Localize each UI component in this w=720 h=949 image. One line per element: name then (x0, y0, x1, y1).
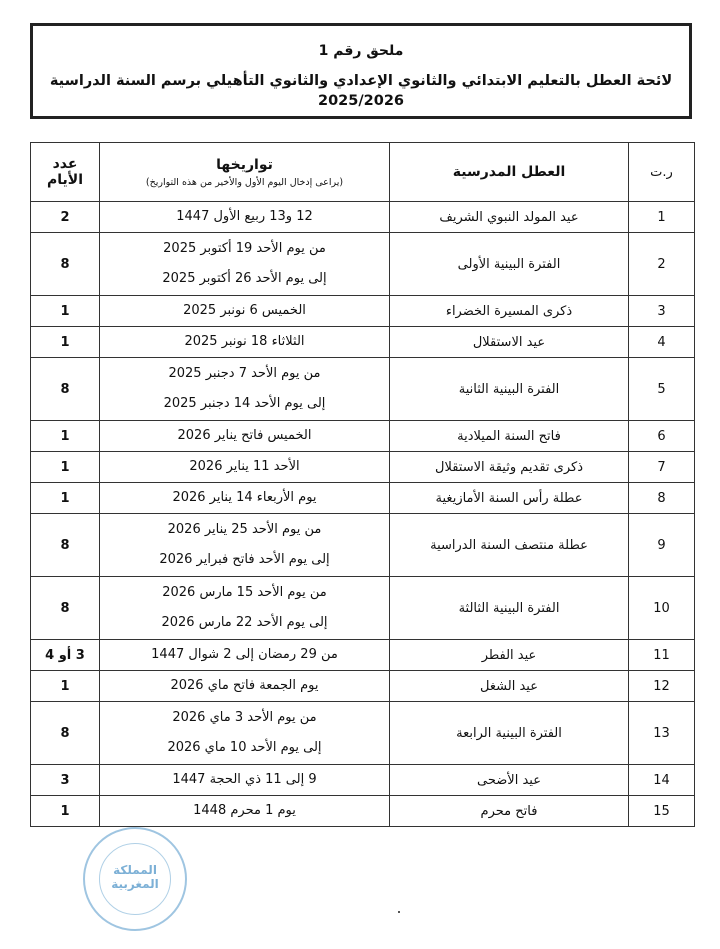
holiday-dates (100, 765, 390, 796)
holiday-dates (100, 233, 390, 296)
holiday-dates (100, 296, 390, 327)
days-count: 8 (31, 702, 100, 765)
days-count: 3 (31, 765, 100, 796)
date-line: الخميس 6 نونبر 2025 (183, 303, 306, 318)
days-count: 1 (31, 296, 100, 327)
annex-label: ملحق رقم 1 (318, 43, 404, 59)
row-number: 13 (629, 702, 695, 765)
col-header-dates-note: (يراعى إدخال اليوم الأول والأخير من هذه التواريخ) (145, 176, 344, 188)
table-row (31, 452, 695, 483)
date-line: 12 و13 ربيع الأول 1447 (176, 209, 313, 224)
table-row (31, 233, 695, 296)
holiday-name: عيد الفطر (390, 640, 629, 671)
days-count: 1 (31, 452, 100, 483)
official-stamp (83, 827, 187, 931)
holiday-dates (100, 577, 390, 640)
stamp-line-1: المملكة (113, 863, 157, 877)
date-line: من يوم الأحد 25 يناير 2026 (167, 522, 322, 537)
row-number: 8 (629, 483, 695, 514)
holiday-dates (100, 640, 390, 671)
holiday-name: فاتح محرم (390, 796, 629, 827)
table-row (31, 702, 695, 765)
holiday-dates (100, 421, 390, 452)
date-line: من يوم الأحد 3 ماي 2026 (172, 710, 317, 725)
holiday-name: فاتح السنة الميلادية (390, 421, 629, 452)
days-count: 2 (31, 202, 100, 233)
table-row (31, 202, 695, 233)
days-count: 1 (31, 796, 100, 827)
holiday-name: ذكرى تقديم وثيقة الاستقلال (390, 452, 629, 483)
date-line: 9 إلى 11 ذي الحجة 1447 (172, 772, 317, 787)
holiday-name: عيد الأضحى (390, 765, 629, 796)
date-line: يوم 1 محرم 1448 (193, 803, 296, 818)
holiday-dates (100, 327, 390, 358)
page-mark (398, 911, 400, 913)
col-header-num: ر.ت (629, 143, 695, 202)
col-header-holiday (390, 143, 629, 202)
table-row (31, 514, 695, 577)
table-row (31, 483, 695, 514)
row-number: 2 (629, 233, 695, 296)
holiday-name: الفترة البينية الرابعة (390, 702, 629, 765)
stamp-line-2: المغربية (111, 877, 159, 891)
table-body (31, 202, 695, 827)
holiday-dates (100, 452, 390, 483)
row-number: 12 (629, 671, 695, 702)
days-count: 8 (31, 514, 100, 577)
days-count: 1 (31, 421, 100, 452)
date-line: يوم الجمعة فاتح ماي 2026 (170, 678, 319, 693)
date-line: الأحد 11 يناير 2026 (189, 459, 300, 474)
table-row (31, 640, 695, 671)
days-count: 8 (31, 358, 100, 421)
days-count: 8 (31, 577, 100, 640)
table-row (31, 796, 695, 827)
holiday-name: الفترة البينية الثانية (390, 358, 629, 421)
holiday-name: عطلة رأس السنة الأمازيغية (390, 483, 629, 514)
table-row (31, 577, 695, 640)
date-line: إلى يوم الأحد 26 أكتوبر 2025 (162, 271, 327, 286)
row-number: 1 (629, 202, 695, 233)
col-header-days (31, 143, 100, 202)
table-row (31, 765, 695, 796)
holiday-dates (100, 702, 390, 765)
date-line: يوم الأربعاء 14 يناير 2026 (172, 490, 317, 505)
col-header-dates (100, 143, 390, 202)
holiday-name: الفترة البينية الثالثة (390, 577, 629, 640)
days-count: 1 (31, 483, 100, 514)
holiday-dates (100, 796, 390, 827)
row-number: 6 (629, 421, 695, 452)
date-line: الثلاثاء 18 نونبر 2025 (184, 334, 305, 349)
table-row (31, 358, 695, 421)
holiday-dates (100, 358, 390, 421)
row-number: 14 (629, 765, 695, 796)
col-header-dates-label: تواريخها (216, 156, 273, 173)
holiday-name: عيد المولد النبوي الشريف (390, 202, 629, 233)
row-number: 15 (629, 796, 695, 827)
row-number: 11 (629, 640, 695, 671)
date-line: من يوم الأحد 15 مارس 2026 (162, 585, 327, 600)
days-count: 8 (31, 233, 100, 296)
table-header-row (31, 143, 695, 202)
date-line: إلى يوم الأحد فاتح فبراير 2026 (159, 552, 330, 567)
date-line: من يوم الأحد 19 أكتوبر 2025 (163, 241, 326, 256)
table-row (31, 327, 695, 358)
holiday-name: عيد الاستقلال (390, 327, 629, 358)
col-header-days-label: عدد الأيام (47, 156, 83, 188)
date-line: إلى يوم الأحد 10 ماي 2026 (167, 740, 322, 755)
holiday-dates (100, 202, 390, 233)
date-line: من 29 رمضان إلى 2 شوال 1447 (151, 647, 338, 662)
row-number: 4 (629, 327, 695, 358)
row-number: 10 (629, 577, 695, 640)
days-count: 3 أو 4 (31, 640, 100, 671)
col-header-holiday-label: العطل المدرسية (452, 164, 566, 180)
table-row (31, 421, 695, 452)
table-row (31, 671, 695, 702)
holiday-dates (100, 483, 390, 514)
holiday-dates (100, 514, 390, 577)
row-number: 7 (629, 452, 695, 483)
days-count: 1 (31, 327, 100, 358)
date-line: إلى يوم الأحد 22 مارس 2026 (161, 615, 328, 630)
days-count: 1 (31, 671, 100, 702)
table-row (31, 296, 695, 327)
date-line: من يوم الأحد 7 دجنبر 2025 (168, 366, 321, 381)
holiday-name: عطلة منتصف السنة الدراسية (390, 514, 629, 577)
holidays-table (30, 142, 695, 827)
holiday-name: الفترة البينية الأولى (390, 233, 629, 296)
row-number: 3 (629, 296, 695, 327)
holiday-dates (100, 671, 390, 702)
date-line: الخميس فاتح يناير 2026 (177, 428, 312, 443)
row-number: 9 (629, 514, 695, 577)
row-number: 5 (629, 358, 695, 421)
date-line: إلى يوم الأحد 14 دجنبر 2025 (163, 396, 326, 411)
document-title: لائحة العطل بالتعليم الابتدائي والثانوي الإعدادي والثانوي التأهيلي برسم السنة الدراسية 2025/2026 (49, 73, 673, 109)
header-box (30, 23, 692, 119)
holiday-name: عيد الشغل (390, 671, 629, 702)
holiday-name: ذكرى المسيرة الخضراء (390, 296, 629, 327)
